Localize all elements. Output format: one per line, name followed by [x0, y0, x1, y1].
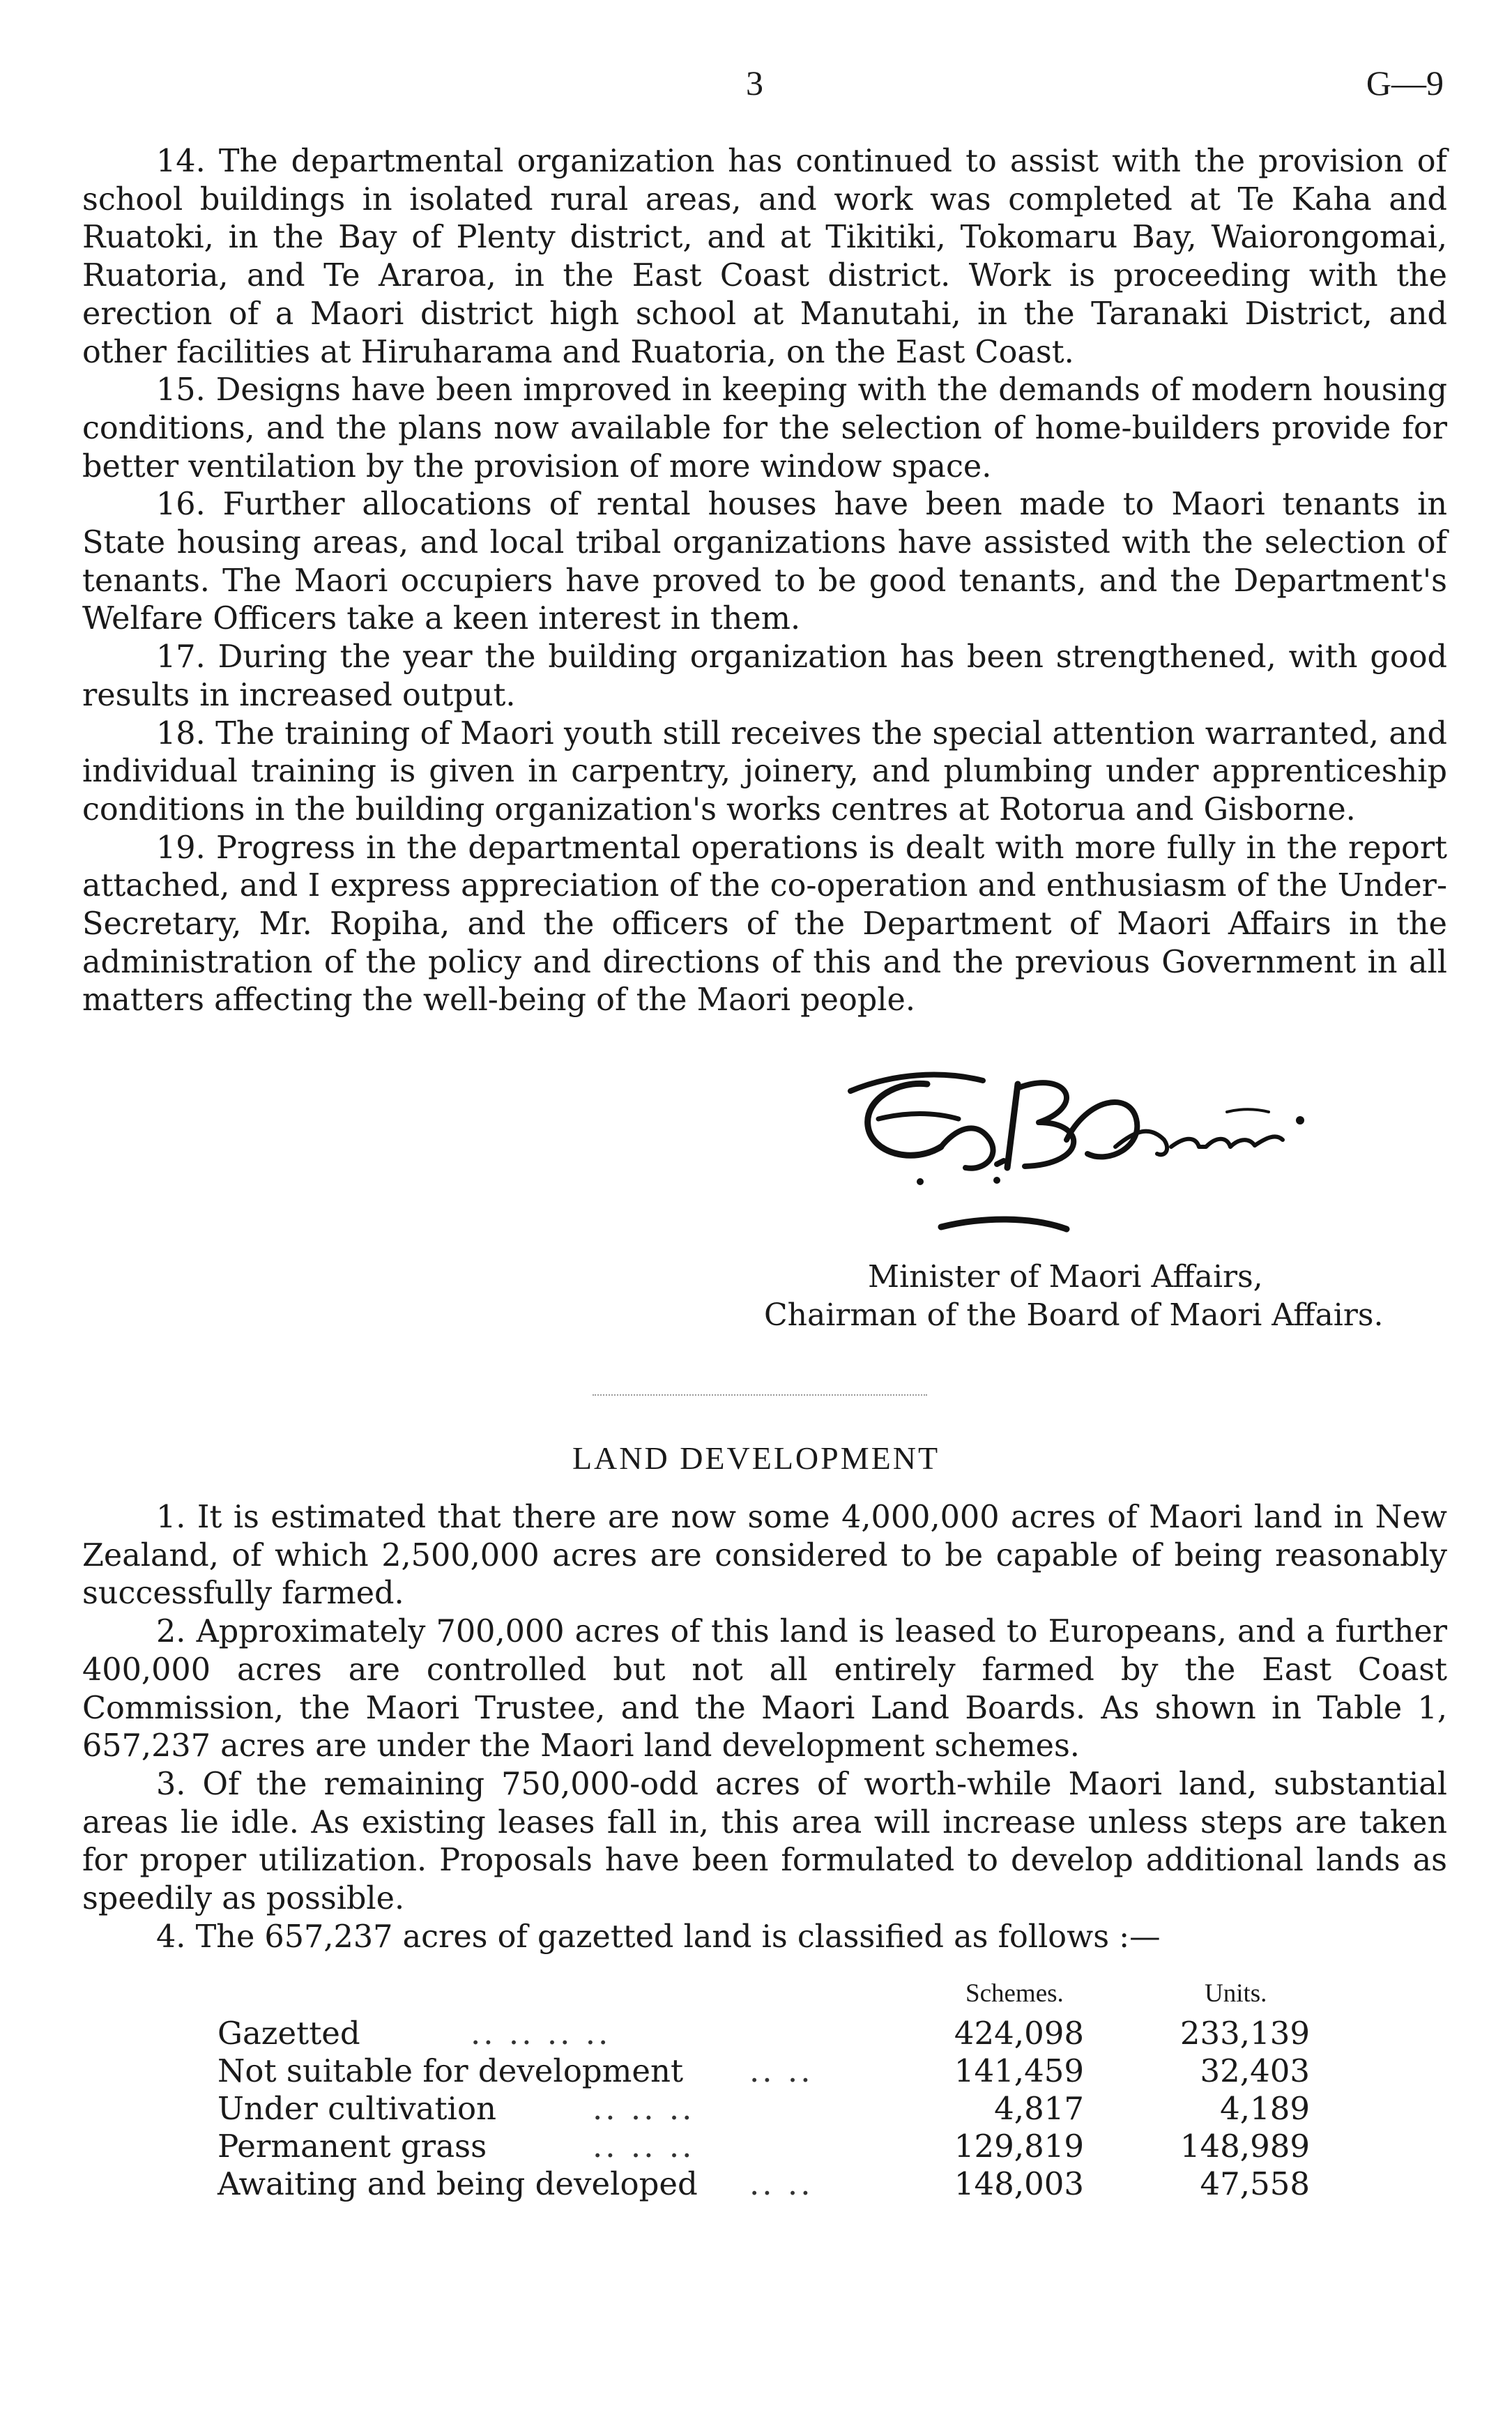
- table-row: [0, 2015, 1512, 2052]
- paragraph-17: 17. During the year the building organization has been strengthened, with good results in increased output.: [82, 639, 1447, 713]
- paragraph-18: 18. The training of Maori youth still receives the special attention warranted, and individual training is given in carpentry, joinery, and plumbing under apprenticeship conditions in the building organization's works centres at Rotorua and Gisborne.: [82, 715, 1447, 828]
- leader-dots: .. .. ..: [593, 2090, 695, 2127]
- units-value: 4,189: [1220, 2090, 1310, 2127]
- leader-dots: .. .. ..: [593, 2128, 695, 2165]
- units-value: 47,558: [1200, 2165, 1310, 2202]
- paragraph-16: 16. Further allocations of rental houses have been made to Maori tenants in State housing areas, and local tribal organizations have assisted with the selection of tenants. The Maori occupiers have proved to be good tenants, and the Department's Welfare Officers take a keen interest in them.: [82, 487, 1447, 637]
- row-label: Under cultivation: [217, 2090, 497, 2127]
- leader-dots: .. ..: [749, 2165, 814, 2202]
- handwritten-signature-icon: [837, 1042, 1394, 1251]
- signatory-title-minister: Minister of Maori Affairs,: [868, 1259, 1263, 1295]
- signatory-title-chairman: Chairman of the Board of Maori Affairs.: [764, 1297, 1384, 1333]
- land-paragraph-3: 3. Of the remaining 750,000-odd acres of worth-while Maori land, substantial areas lie idle. As existing leases fall in, this area will increase unless steps are taken for proper utilization. Proposals have been formulated to develop additional lands as speedily as possible.: [82, 1766, 1447, 1917]
- row-label: Gazetted: [217, 2015, 360, 2052]
- paragraph-15: 15. Designs have been improved in keeping with the demands of modern housing conditions, and the plans now available for the selection of home-builders provide for better ventilation by the provision of more window space.: [82, 372, 1447, 485]
- leader-dots: .. ..: [749, 2052, 814, 2089]
- row-label: Awaiting and being developed: [217, 2165, 698, 2202]
- row-label: Not suitable for development: [217, 2052, 684, 2089]
- schemes-value: 4,817: [994, 2090, 1084, 2127]
- land-paragraph-1: 1. It is estimated that there are now some 4,000,000 acres of Maori land in New Zealand, of which 2,500,000 acres are considered to be capable of being reasonably successfully farmed.: [82, 1500, 1447, 1612]
- column-header-schemes: Schemes.: [965, 1979, 1064, 2008]
- report-body: [82, 143, 1447, 1020]
- section-heading: LAND DEVELOPMENT: [572, 1440, 940, 1476]
- schemes-value: 424,098: [954, 2015, 1084, 2052]
- paragraph-14: 14. The departmental organization has continued to assist with the provision of school buildings in isolated rural areas, and work was completed at Te Kaha and Ruatoki, in the Bay of Plenty district, and at Tikitiki, Tokomaru Bay, Waiorongomai, Ruatoria, and Te Araroa, in the East Coast district. Work is proceeding with the erection of a Maori district high school at Manutahi, in the Taranaki District, and other facilities at Hiruharama and Ruatoria, on the East Coast.: [82, 144, 1447, 370]
- units-value: 148,989: [1179, 2128, 1310, 2165]
- signature-graphic: [837, 1042, 1394, 1251]
- schemes-value: 148,003: [954, 2165, 1084, 2202]
- page-number: 3: [746, 63, 763, 102]
- column-header-units: Units.: [1205, 1979, 1267, 2008]
- document-code: G—9: [1366, 63, 1444, 102]
- paragraph-19: 19. Progress in the departmental operations is dealt with more fully in the report attached, and I express appreciation of the co-operation and enthusiasm of the Under-Secretary, Mr. Ropiha, and the officers of the Department of Maori Affairs in the administration of the policy and directions of this and the previous Government in all matters affecting the well-being of the Maori people.: [82, 830, 1447, 1019]
- land-paragraph-4: 4. The 657,237 acres of gazetted land is classified as follows :—: [156, 1919, 1161, 1955]
- section-divider: [593, 1394, 927, 1396]
- table-row: [0, 2052, 1512, 2089]
- table-row: [0, 2090, 1512, 2127]
- table-row: [0, 2165, 1512, 2202]
- table-row: [0, 2128, 1512, 2165]
- land-development-body: [82, 1499, 1447, 1956]
- row-label: Permanent grass: [217, 2128, 487, 2165]
- classification-table: [0, 1978, 1512, 2209]
- leader-dots: .. .. .. ..: [471, 2015, 611, 2052]
- schemes-value: 141,459: [954, 2052, 1084, 2089]
- units-value: 233,139: [1179, 2015, 1310, 2052]
- schemes-value: 129,819: [954, 2128, 1084, 2165]
- units-value: 32,403: [1200, 2052, 1310, 2089]
- land-paragraph-2: 2. Approximately 700,000 acres of this land is leased to Europeans, and a further 400,000 acres are controlled but not all entirely farmed by the East Coast Commission, the Maori Trustee, and the Maori Land Boards. As shown in Table 1, 657,237 acres are under the Maori land development schemes.: [82, 1614, 1447, 1764]
